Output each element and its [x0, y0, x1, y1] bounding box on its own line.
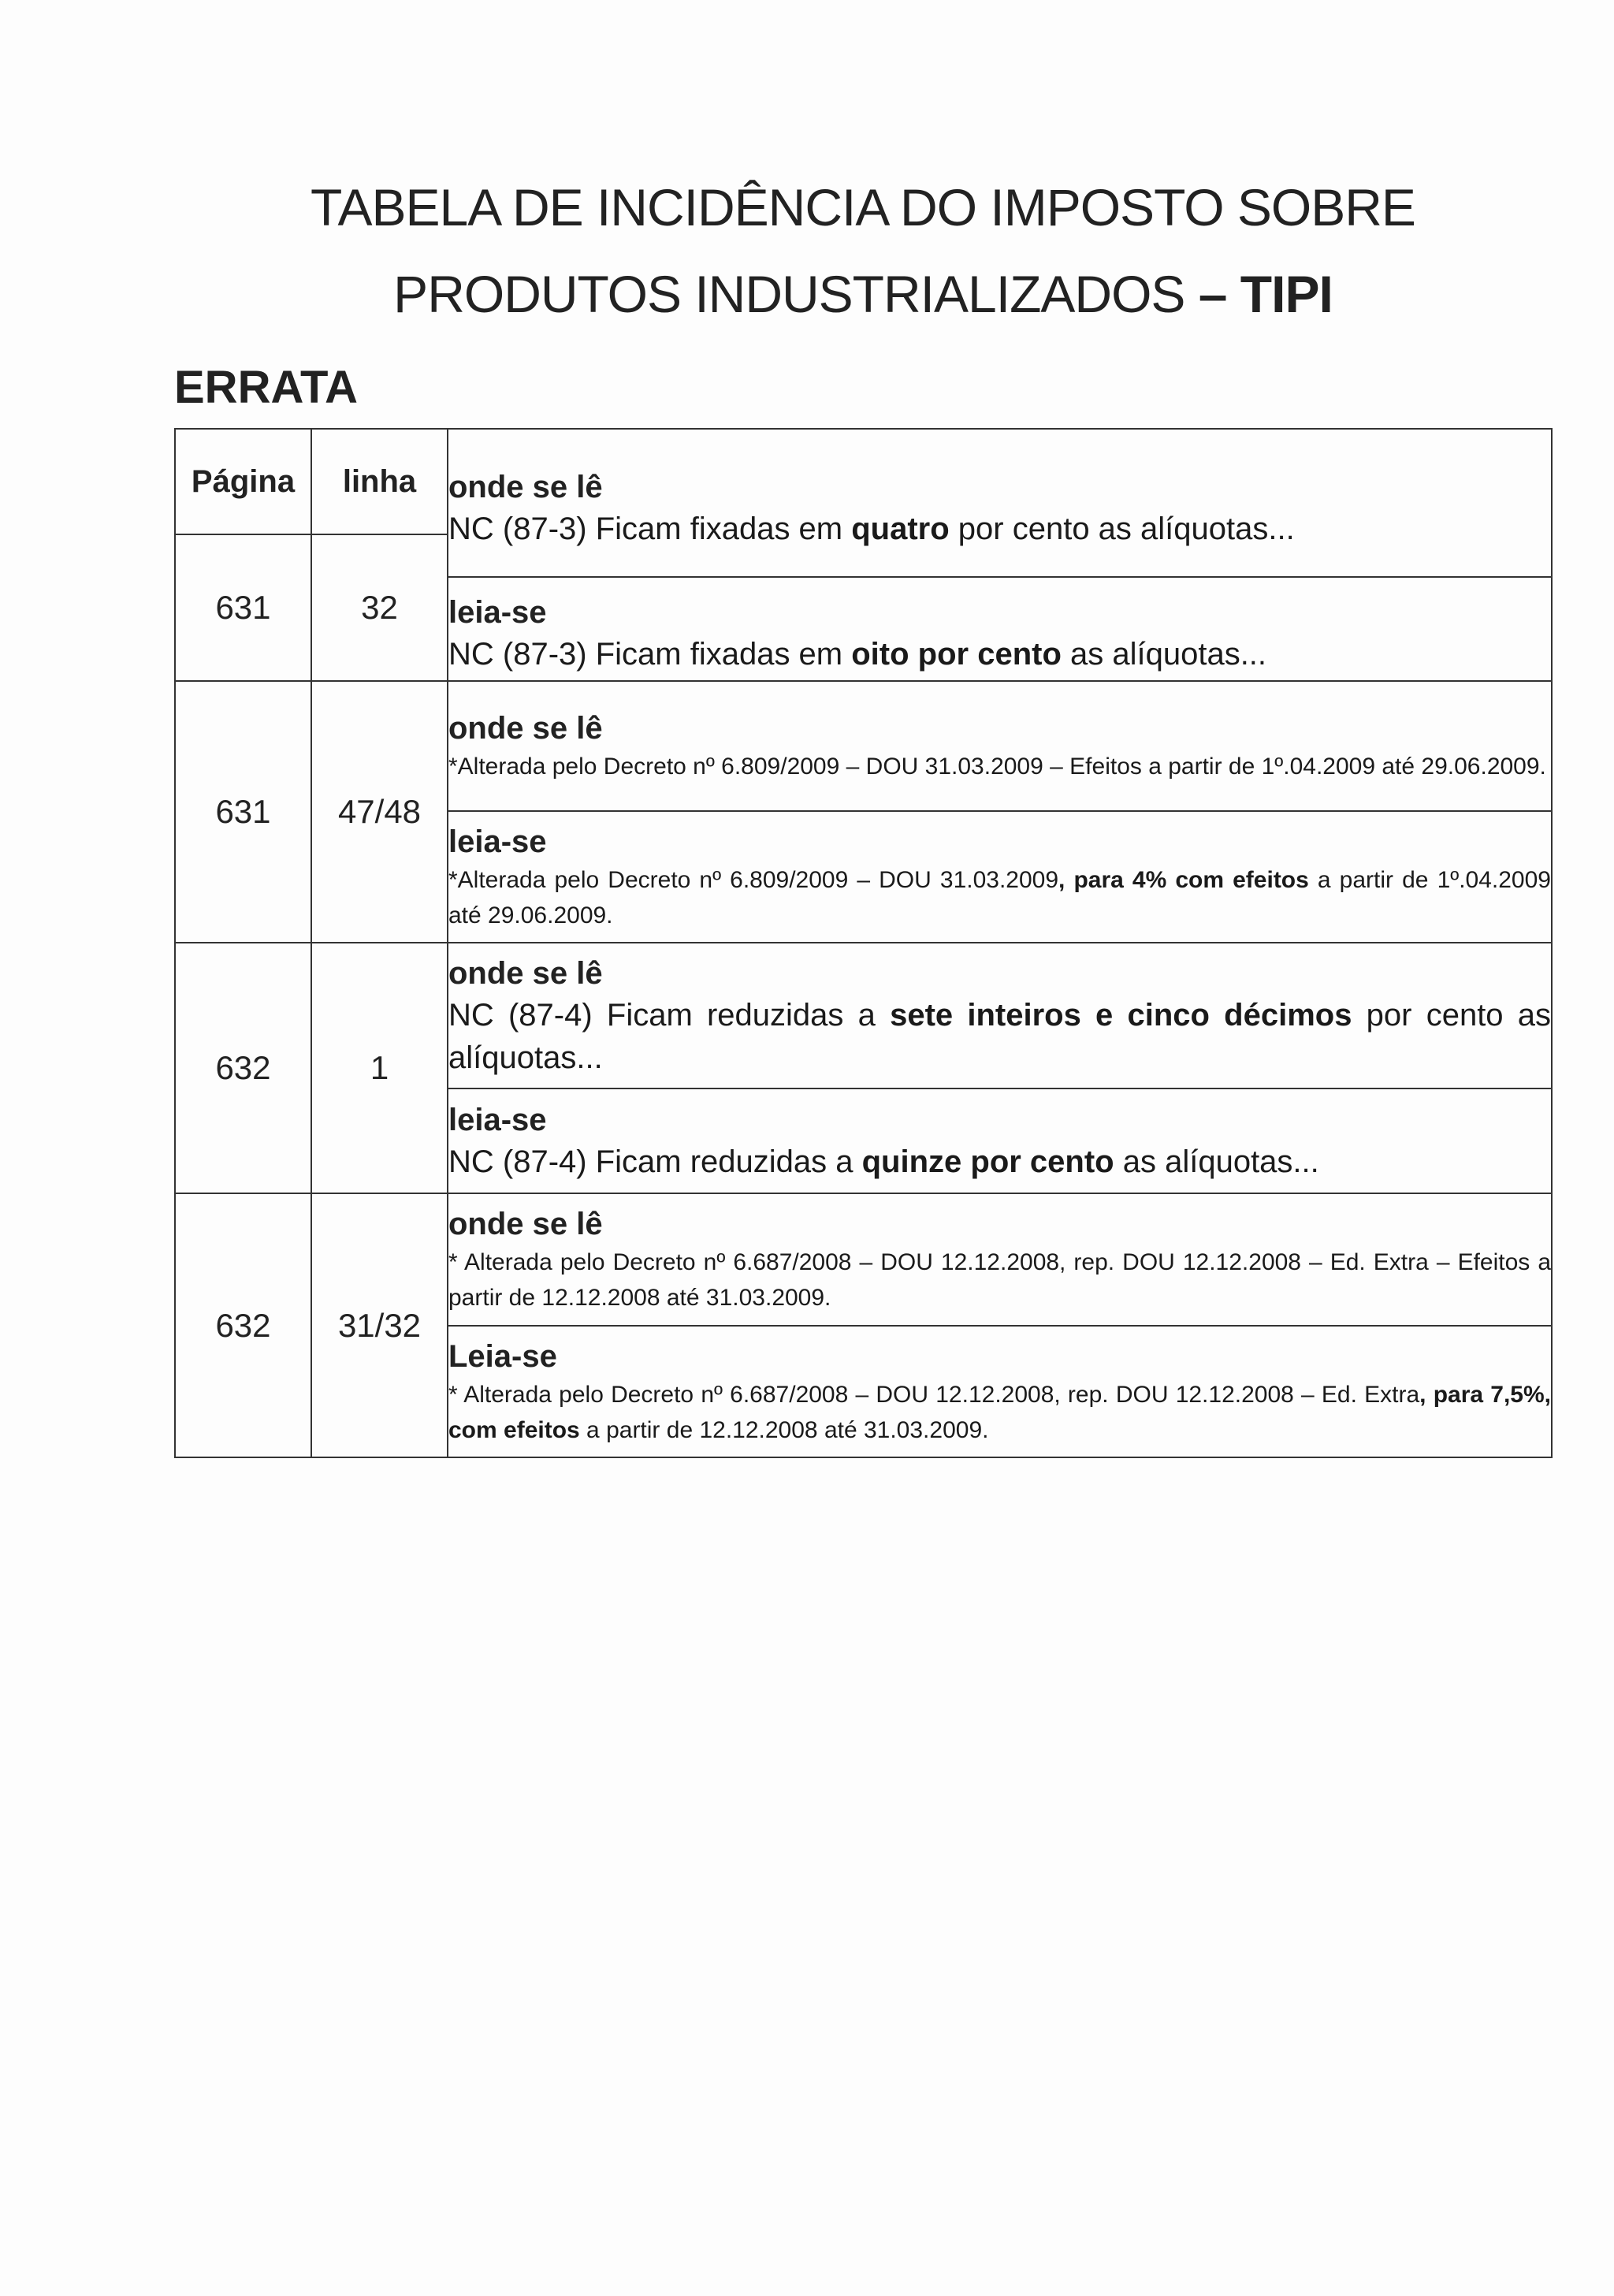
- page-title: [0, 164, 1614, 337]
- leia-se-text: NC (87-3) Ficam fixadas em oito por cento as alíquotas...: [448, 637, 1267, 672]
- leia-se-label: leia-se: [448, 824, 547, 859]
- linha-cell: 32: [311, 534, 448, 681]
- column-header-linha: linha: [311, 429, 448, 534]
- entry-leia-se: [448, 811, 1552, 943]
- title-line-1: TABELA DE INCIDÊNCIA DO IMPOSTO SOBRE: [311, 178, 1415, 236]
- leia-se-text: NC (87-4) Ficam reduzidas a quinze por cento as alíquotas...: [448, 1144, 1319, 1179]
- entry-onde-se-le: [448, 943, 1552, 1088]
- onde-se-le-label: onde se lê: [448, 955, 603, 991]
- pagina-cell: 631: [175, 681, 311, 943]
- entry-leia-se: [448, 1088, 1552, 1193]
- onde-se-le-label: onde se lê: [448, 711, 603, 746]
- table-row: [175, 1193, 1552, 1326]
- column-header-pagina: Página: [175, 429, 311, 534]
- table-row: [175, 429, 1552, 534]
- entry-leia-se: [448, 1326, 1552, 1457]
- linha-cell: 47/48: [311, 681, 448, 943]
- entry-onde-se-le: [448, 429, 1552, 577]
- title-line-2-bold: – TIPI: [1198, 265, 1333, 323]
- onde-se-le-label: onde se lê: [448, 470, 603, 504]
- leia-se-label: Leia-se: [448, 1338, 557, 1374]
- entry-onde-se-le: [448, 681, 1552, 811]
- table-row: [175, 681, 1552, 811]
- onde-se-le-text: * Alterada pelo Decreto nº 6.687/2008 – DOU 12.12.2008, rep. DOU 12.12.2008 – Ed. Extra – Efeitos a partir de 12.12.2008 até 31.03.2009.: [448, 1249, 1551, 1311]
- errata-table: [174, 428, 1553, 1458]
- leia-se-label: leia-se: [448, 595, 547, 630]
- linha-cell: 1: [311, 943, 448, 1193]
- leia-se-text: *Alterada pelo Decreto nº 6.809/2009 – DOU 31.03.2009, para 4% com efeitos a partir de 1º.04.2009 até 29.06.2009.: [448, 866, 1551, 928]
- entry-leia-se: [448, 577, 1552, 681]
- linha-cell: 31/32: [311, 1193, 448, 1457]
- onde-se-le-text: NC (87-4) Ficam reduzidas a sete inteiros e cinco décimos por cento as alíquotas...: [448, 997, 1552, 1075]
- leia-se-text: * Alterada pelo Decreto nº 6.687/2008 – DOU 12.12.2008, rep. DOU 12.12.2008 – Ed. Extra, para 7,5%, com efeitos a partir de 12.12.2008 até 31.03.2009.: [448, 1381, 1551, 1443]
- onde-se-le-label: onde se lê: [448, 1207, 603, 1241]
- title-line-2-regular: PRODUTOS INDUSTRIALIZADOS: [393, 265, 1199, 323]
- pagina-cell: 632: [175, 943, 311, 1193]
- entry-onde-se-le: [448, 1193, 1552, 1326]
- leia-se-label: leia-se: [448, 1102, 547, 1137]
- table-row: [175, 943, 1552, 1088]
- title-line-2: [0, 251, 1614, 337]
- onde-se-le-text: NC (87-3) Ficam fixadas em quatro por cento as alíquotas...: [448, 512, 1295, 546]
- pagina-cell: 632: [175, 1193, 311, 1457]
- pagina-cell: 631: [175, 534, 311, 681]
- errata-heading: ERRATA: [174, 362, 359, 413]
- onde-se-le-text: *Alterada pelo Decreto nº 6.809/2009 – DOU 31.03.2009 – Efeitos a partir de 1º.04.2009 até 29.06.2009.: [448, 754, 1546, 780]
